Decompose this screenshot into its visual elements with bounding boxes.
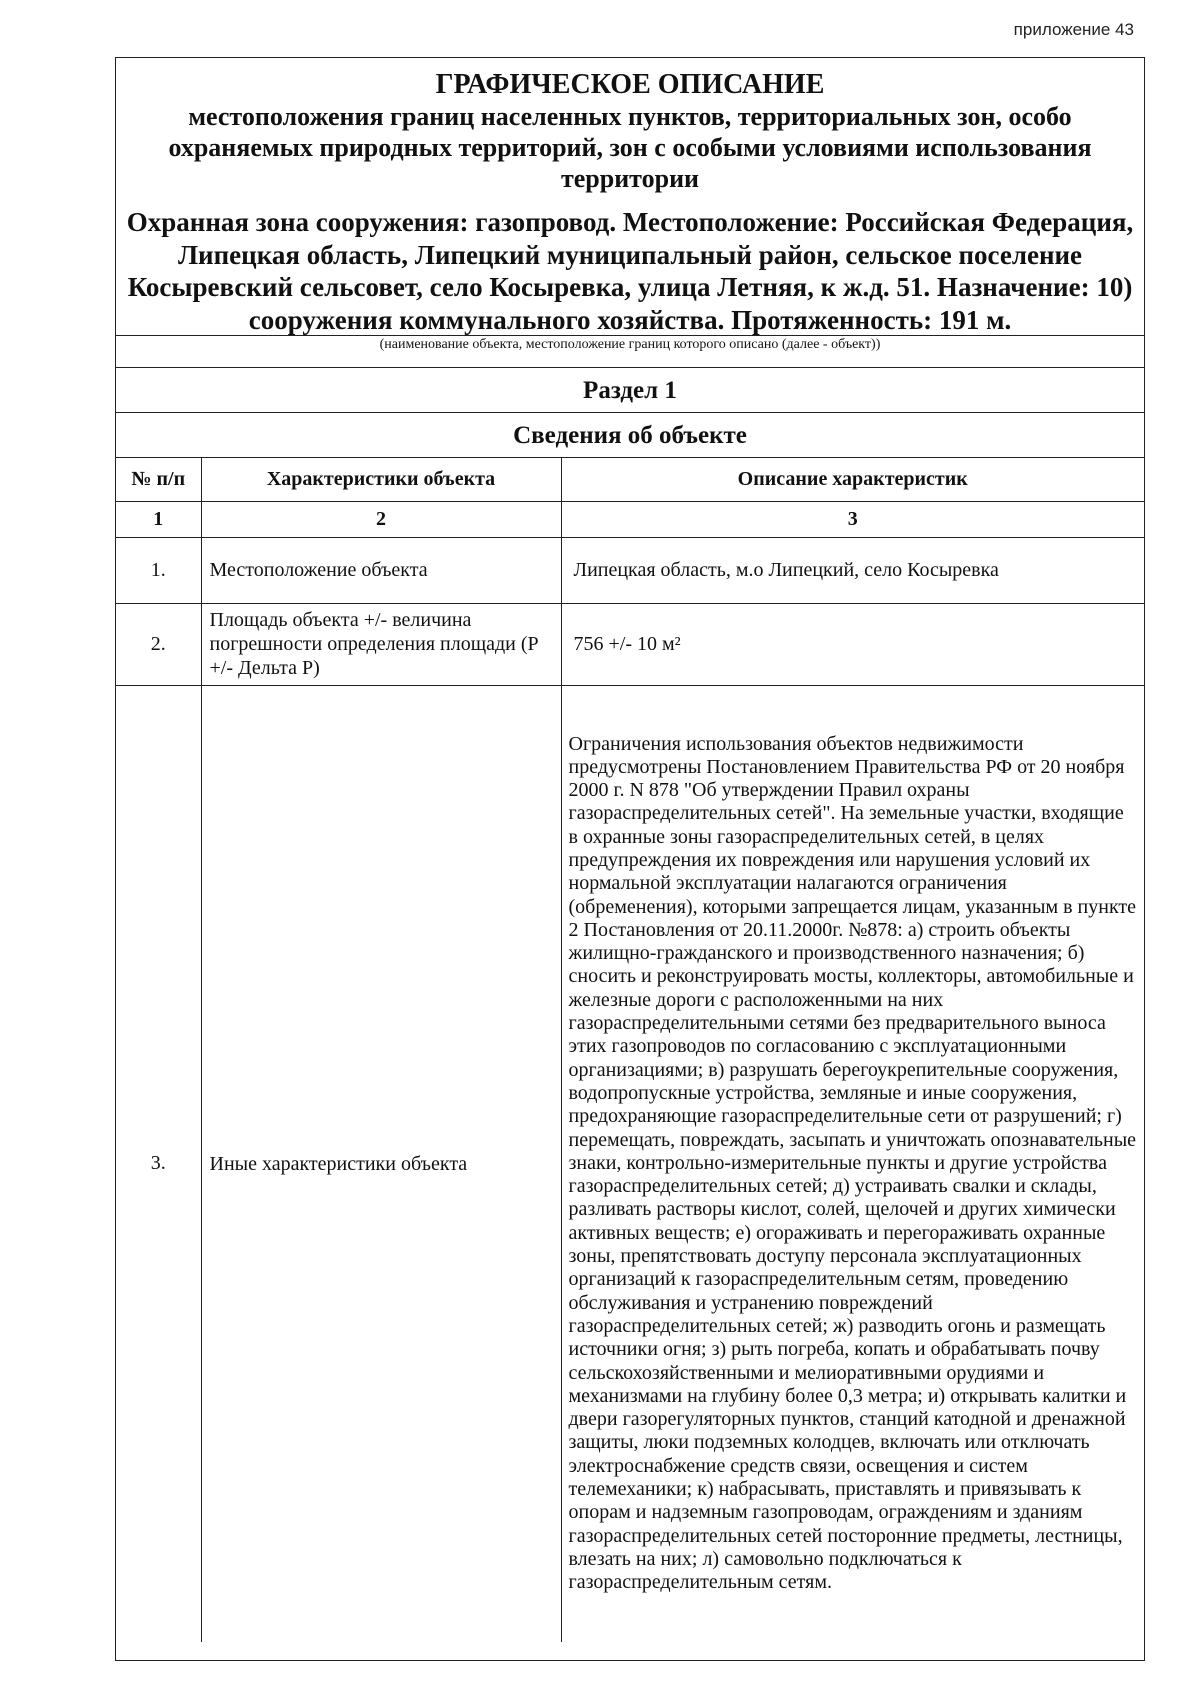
row-characteristic: Местоположение объекта [201,537,561,603]
column-number-row [116,501,1144,537]
row-number: 1. [116,537,201,603]
section-subtitle: Сведения об объекте [116,413,1144,458]
document-header [116,58,1144,336]
document-subtitle: местоположения границ населенных пунктов, территориальных зон, особо охраняемых природных территорий, зон с особыми условиями использования территории [168,101,1092,194]
row-characteristic: Иные характеристики объекта [201,685,561,1642]
table-header-row [116,458,1144,501]
appendix-label: приложение 43 [1013,20,1134,39]
header-number: № п/п [116,458,201,501]
table-row [116,603,1144,685]
row-description: Липецкая область, м.о Липецкий, село Косыревка [561,537,1144,603]
row-number: 2. [116,603,201,685]
row-characteristic: Площадь объекта +/- величина погрешности определения площади (Р +/- Дельта Р) [201,603,561,685]
table-row [116,537,1144,603]
row-description: 756 +/- 10 м² [561,603,1144,685]
header-description: Описание характеристик [561,458,1144,501]
object-caption: (наименование объекта, местоположение границ которого описано (далее - объект)) [116,336,1144,368]
object-description: Охранная зона сооружения: газопровод. Местоположение: Российская Федерация, Липецкая область, Липецкий муниципальный район, сельское поселение Косыревский сельсовет, село Косыревка, улица Летняя, к ж.д. 51. Назначение: 10) сооружения коммунального хозяйства. Протяженность: 191 м. [126,207,1134,335]
section-title: Раздел 1 [116,368,1144,413]
object-info-table [116,458,1144,1642]
document-frame [115,57,1145,1661]
row-number: 3. [116,685,201,1642]
header-characteristic: Характеристики объекта [201,458,561,501]
column-number: 2 [201,501,561,537]
restrictions-text: Ограничения использования объектов недвижимости предусмотрены Постановлением Правительства РФ от 20 ноября 2000 г. N 878 "Об утверждении Правил охраны газораспределительных сетей". На земельные участки, входящие в охранные зоны газораспределительных сетей, в целях предупреждения их повреждения или нарушения условий их нормальной эксплуатации налагаются ограничения (обременения), которыми запрещается лицам, указанным в пункте 2 Постановления от 20.11.2000г. №878: а) строить объекты жилищно-гражданского и производственного назначения; б) сносить и реконструировать мосты, коллекторы, автомобильные и железные дороги с расположенными на них газораспределительными сетями без предварительного выноса этих газопроводов по согласованию с эксплуатационными организациями; в) разрушать берегоукрепительные сооружения, водопропускные устройства, земляные и иные сооружения, предохраняющие газораспределительные сети от разрушений; г) перемещать, повреждать, засыпать и уничтожать опознавательные знаки, контрольно-измерительные пункты и другие устройства газораспределительных сетей; д) устраивать свалки и склады, разливать растворы кислот, солей, щелочей и других химически активных веществ; е) огораживать и перегораживать охранные зоны, препятствовать доступу персонала эксплуатационных организаций к газораспределительным сетям, проведению обслуживания и устранению повреждений газораспределительных сетей; ж) разводить огонь и размещать источники огня; з) рыть погреба, копать и обрабатывать почву сельскохозяйственными и мелиоративными орудиями и механизмами на глубину более 0,3 метра; и) открывать калитки и двери газорегуляторных пунктов, станций катодной и дренажной защиты, люки подземных колодцев, включать или отключать электроснабжение средств связи, освещения и систем телемеханики; к) набрасывать, приставлять и привязывать к опорам и надземным газопроводам, ограждениям и зданиям газораспределительных сетей посторонние предметы, лестницы, влезать на них; л) самовольно подключаться к газораспределительным сетям. [568,732,1137,1594]
document-title: ГРАФИЧЕСКОЕ ОПИСАНИЕ [435,69,825,100]
table-row [116,685,1144,1642]
column-number: 3 [561,501,1144,537]
row-description [561,685,1144,1642]
column-number: 1 [116,501,201,537]
